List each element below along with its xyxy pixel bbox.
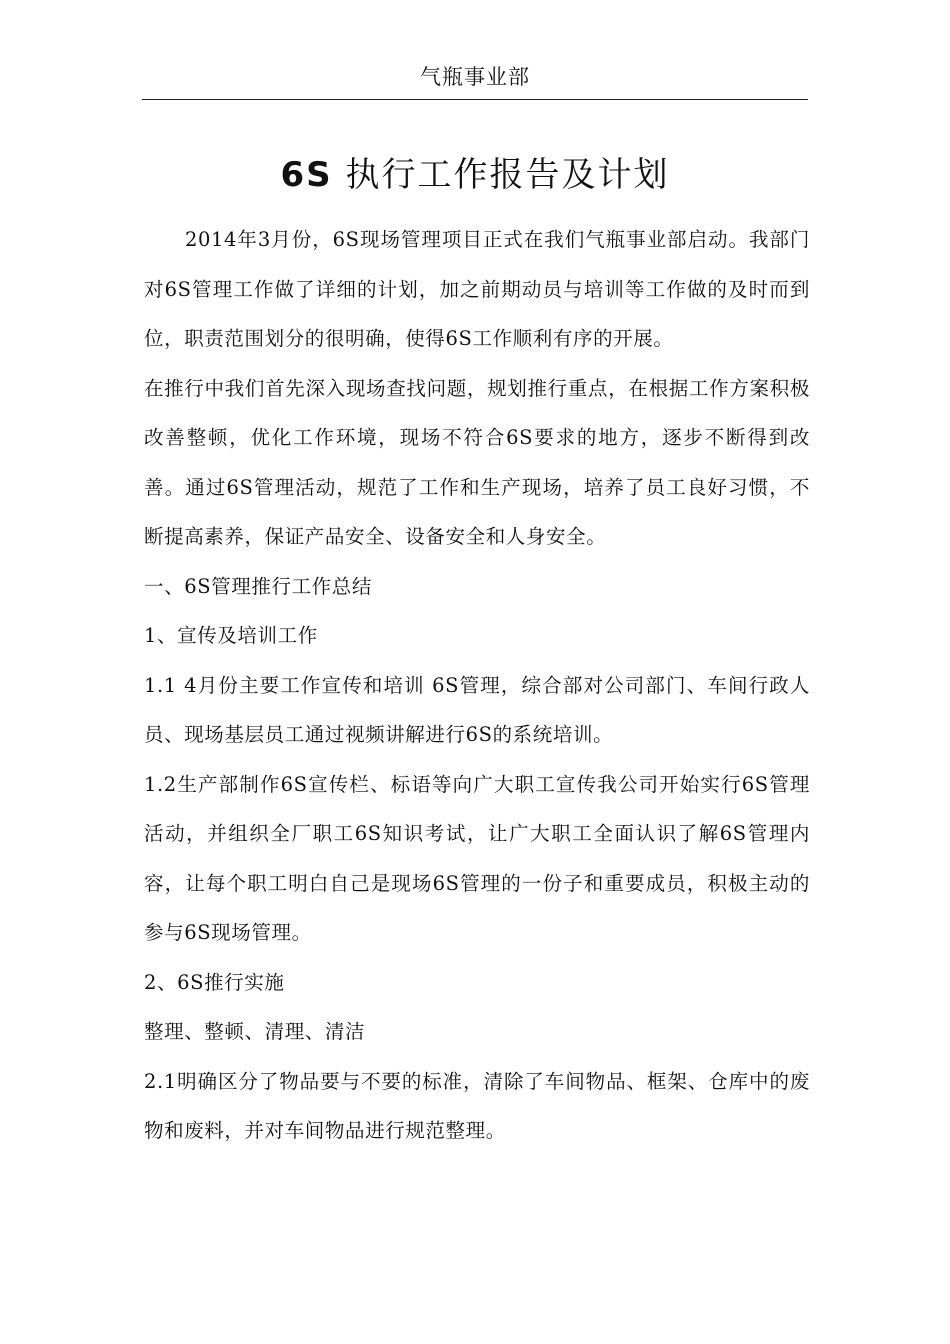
- title-rest: 执行工作报告及计划: [345, 155, 670, 195]
- paragraph-intro: 2014年3月份，6S现场管理项目正式在我们气瓶事业部启动。我部门对6S管理工作做了详细的计划，加之前期动员与培训等工作做的及时而到位，职责范围划分的很明确，使得6S工作顺利有序的开展。: [144, 228, 810, 350]
- subsection-heading-training: 1、宣传及培训工作: [144, 624, 318, 647]
- paragraph-process: 在推行中我们首先深入现场查找问题，规划推行重点，在根据工作方案积极改善整顿，优化工作环境，现场不符合6S要求的地方，逐步不断得到改善。通过6S管理活动，规范了工作和生产现场，培养了员工良好习惯，不断提高素养，保证产品安全、设备安全和人身安全。: [144, 376, 810, 548]
- section-heading-summary: 一、6S管理推行工作总结: [144, 574, 372, 598]
- subsection-heading-implementation: 2、6S推行实施: [144, 970, 285, 994]
- paragraph-2-1: 2.1明确区分了物品要与不要的标准，清除了车间物品、框架、仓库中的废物和废料，并对车间物品进行规范整理。: [144, 1069, 810, 1142]
- page-header: 气瓶事业部: [420, 65, 530, 89]
- title-lead: 6S: [280, 155, 333, 195]
- document-body: [144, 215, 810, 1156]
- document-title: [142, 150, 808, 200]
- paragraph-1-1: 1.1 4月份主要工作宣传和培训 6S管理，综合部对公司部门、车间行政人员、现场基层员工通过视频讲解进行6S的系统培训。: [144, 673, 810, 746]
- paragraph-1-2: 1.2生产部制作6S宣传栏、标语等向广大职工宣传我公司开始实行6S管理活动，并组织全厂职工6S知识考试，让广大职工全面认识了解6S管理内容，让每个职工明白自己是现场6S管理的一份子和重要成员，积极主动的参与6S现场管理。: [144, 772, 810, 944]
- paragraph-steps: 整理、整顿、清理、清洁: [144, 1020, 366, 1043]
- header-divider: [142, 99, 808, 100]
